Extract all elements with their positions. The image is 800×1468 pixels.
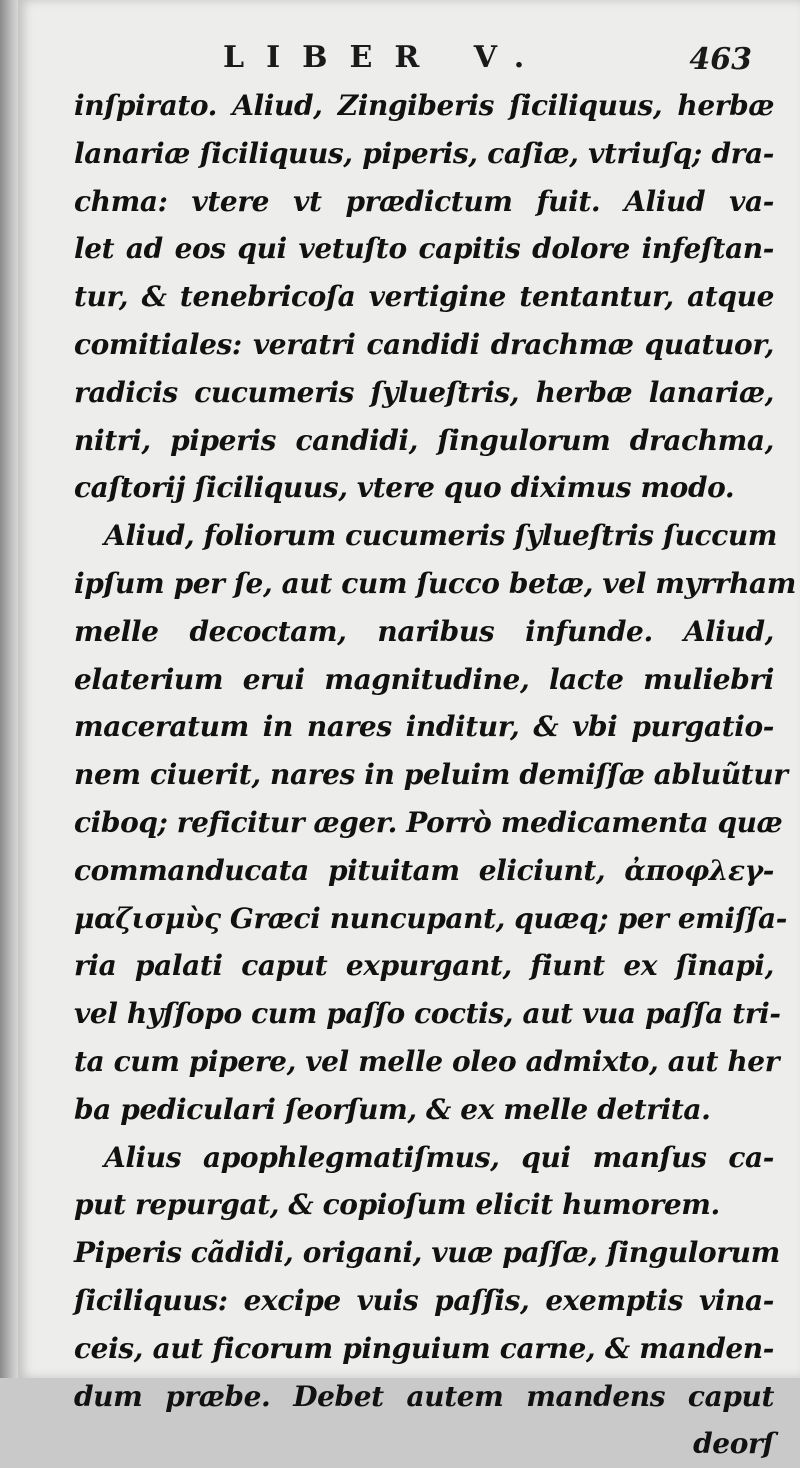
- book-page: [18, 0, 800, 1461]
- text-line: ba pediculari ſeorſum, & ex melle detrita.: [74, 1092, 711, 1126]
- text-line: ſiciliquus: excipe vuis paſſis, exemptis vina-: [74, 1283, 774, 1317]
- text-line: dum præbe. Debet autem mandens caput: [74, 1379, 774, 1413]
- text-line: melle decoctam, naribus infunde. Aliud,: [74, 614, 774, 648]
- catchword: deorſ: [693, 1427, 774, 1461]
- text-line: put repurgat, & copioſum elicit humorem.: [74, 1188, 720, 1222]
- body-text: [74, 82, 797, 1468]
- text-line: nitri, piperis candidi, ſingulorum drachma,: [74, 423, 774, 457]
- text-line: elaterium erui magnitudine, lacte muliebri: [74, 662, 774, 696]
- text-line: vel hyſſopo cum paſſo coctis, aut vua paſſa tri-: [74, 997, 781, 1031]
- text-line: lanariæ ſiciliquus, piperis, caſiæ, vtriuſq; dra-: [74, 136, 774, 170]
- text-line: commanducata pituitam eliciunt, ἀποφλεγ-: [74, 853, 774, 887]
- text-line: inſpirato. Aliud, Zingiberis ſiciliquus, herbæ: [74, 89, 774, 122]
- text-line: chma: vtere vt prædictum fuit. Aliud va-: [74, 184, 774, 218]
- text-line: μαζισμὺς Græci nuncupant, quæq; per emiſſa-: [74, 901, 788, 935]
- text-line: Alius apophlegmatiſmus, qui manſus ca-: [104, 1140, 774, 1174]
- text-line: nem ciuerit, nares in peluim demiſſæ abluũtur: [74, 758, 788, 792]
- page-number: 463: [689, 42, 752, 77]
- text-line: caſtorij ſiciliquus, vtere quo diximus modo.: [74, 471, 735, 505]
- text-line: let ad eos qui vetuſto capitis dolore infeſtan-: [74, 232, 774, 266]
- text-line: ciboq; reficitur æger. Porrò medicamenta quæ: [74, 805, 783, 839]
- text-line: radicis cucumeris ſylueſtris, herbæ lanariæ,: [74, 375, 774, 409]
- running-head: [18, 40, 800, 84]
- text-line: ipſum per ſe, aut cum ſucco betæ, vel myrrham: [74, 566, 797, 600]
- text-line: comitiales: veratri candidi drachmæ quatuor,: [74, 327, 774, 361]
- text-line: ta cum pipere, vel melle oleo admixto, aut her: [74, 1044, 780, 1078]
- text-line: tur, & tenebricoſa vertigine tentantur, atque: [74, 280, 774, 314]
- text-line: ria palati caput expurgant, fiunt ex ſinapi,: [74, 949, 774, 983]
- text-line: Aliud, foliorum cucumeris ſylueſtris ſuccum: [104, 519, 778, 553]
- text-line: maceratum in nares inditur, & vbi purgatio-: [74, 710, 774, 744]
- scan-edge: [0, 0, 18, 1378]
- text-line: ceis, aut ficorum pinguium carne, & manden-: [74, 1331, 774, 1365]
- running-head-title: LIBER V.: [223, 40, 547, 75]
- text-line: Piperis cãdidi, origani, vuæ paſſæ, ſingulorum: [74, 1236, 780, 1270]
